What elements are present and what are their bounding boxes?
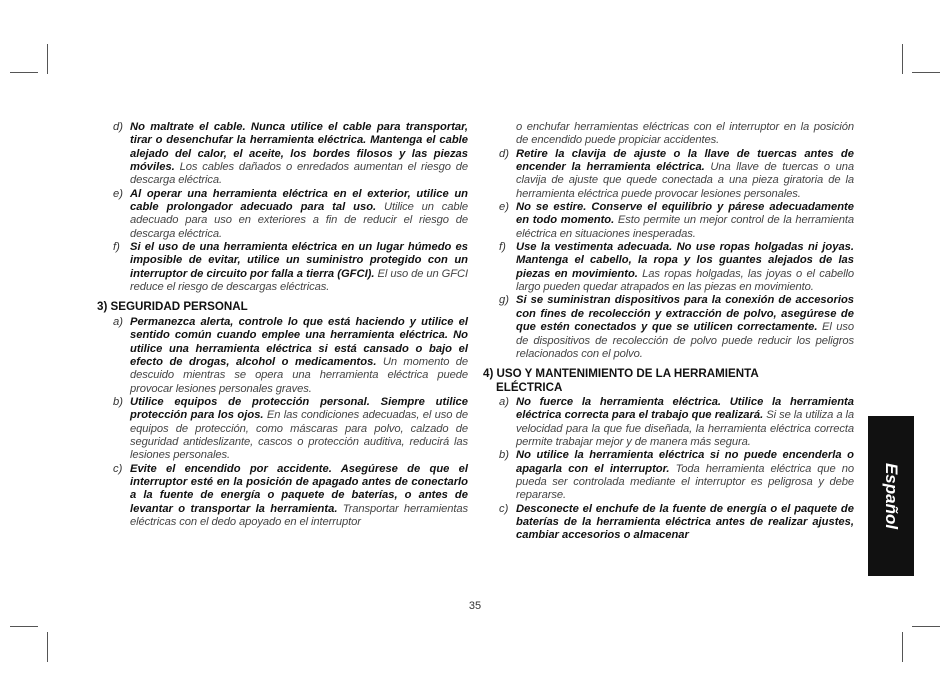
item-marker: g) [499,294,509,307]
crop-mark [47,44,48,74]
item-bold-text: Use la vestimenta adecuada. No use ropas holgadas ni joyas. Mantenga el cabello, la ropa y los guantes alejados de las piezas en movimiento. [516,241,854,280]
item-bold-text: Permanezca alerta, controle lo que está haciendo y utilice el sentido común cuando emplee una herramienta eléctrica. No utilice una herramienta eléctrica si está cansado o bajo el efecto de drogas, alcohol o medicamentos. [130,315,468,368]
continuation-text [516,121,854,148]
item-text: El uso de un GFCI reduce el riesgo de descargas eléctricas. [130,267,469,294]
item-marker: c) [113,462,123,475]
item-bold-text: Retire la clavija de ajuste o la llave de tuercas antes de encender la herramienta eléctrica. [516,147,854,174]
item-text: Transportar herramientas eléctricas con el dedo apoyado en el interruptor [130,502,469,528]
list-item [113,241,469,294]
item-marker: a) [113,315,123,328]
section-heading [483,367,854,394]
item-text: Esto permite un mejor control de la herramienta eléctrica en situaciones inesperadas. [516,214,855,240]
list-item [113,462,469,530]
crop-mark [912,626,940,627]
item-text: Si se la utiliza a la velocidad para la que fue diseñada, la herramienta eléctrica correcta permite trabajar mejor y de manera más segura. [516,409,855,448]
list-item [499,241,854,294]
right-column [483,121,855,543]
item-marker: f) [113,241,120,254]
item-text: Una llave de tuercas o una clavija de ajuste que quede conectada a una pieza giratoria de la herramienta eléctrica puede provocar lesiones personales. [516,161,854,200]
item-text: Toda herramienta eléctrica que no pueda ser controlada mediante el interruptor es peligrosa y debe repararse. [516,462,855,502]
item-bold-text: No maltrate el cable. Nunca utilice el cable para transportar, tirar o desenchufar la herramienta eléctrica. Mantenga el cable alejado del calor, el aceite, los bordes filosos y las piezas móviles. [130,121,468,174]
crop-mark [10,626,38,627]
item-text: Las ropas holgadas, las joyas o el cabello largo pueden quedar atrapados en las piezas en movimiento. [516,267,854,294]
item-text: o enchufar herramientas eléctricas con el interruptor en la posición de encendido puede propiciar accidentes. [516,121,854,147]
item-bold-text: Al operar una herramienta eléctrica en el exterior, utilice un cable prolongador adecuado para tal uso. [130,187,468,214]
list-item [499,201,855,241]
item-text: Un momento de descuido mientras se opera una herramienta eléctrica puede provocar lesiones personales graves. [130,355,468,395]
section-heading: 3) SEGURIDAD PERSONAL [97,300,248,314]
list-item [499,395,855,449]
section-heading-line1: 4) USO Y MANTENIMIENTO DE LA HERRAMIENTA [483,367,759,381]
list-item [113,315,468,396]
item-text: Utilice un cable adecuado para uso en exteriores a fin de reducir el riesgo de descarga eléctrica. [130,201,468,240]
list-item [499,502,854,543]
item-marker: e) [499,201,509,214]
item-bold-text: Utilice equipos de protección personal. Siempre utilice protección para los ojos. [130,395,468,422]
language-tab-label: Español [882,462,901,530]
crop-mark [912,72,940,73]
item-text: El uso de dispositivos de recolección de polvo puede reducir los peligros relacionados con el polvo. [516,321,854,360]
list-item [113,395,468,463]
list-item [499,449,855,502]
crop-mark [902,44,903,74]
item-bold-text: No se estire. Conserve el equilibrio y párese adecuadamente en todo momento. [516,201,854,227]
item-bold-text: No utilice la herramienta eléctrica si no puede encenderla o apagarla con el interruptor. [516,449,854,475]
item-marker: f) [499,241,506,254]
crop-mark [10,72,38,73]
crop-mark [902,632,903,662]
item-bold-text: Si se suministran dispositivos para la conexión de accesorios con fines de recolección y extracción de polvo, asegúrese de que estén conectados y que se utilicen correctamente. [516,294,854,334]
item-bold-text: Desconecte el enchufe de la fuente de energía o el paquete de baterías de la herramienta eléctrica antes de realizar ajustes, cambiar accesorios o almacenar [516,502,854,542]
item-text: En las condiciones adecuadas, el uso de equipos de protección, como máscaras para polvo, calzado de seguridad antideslizante, cascos o protección auditiva, reducirá las lesiones personales. [130,409,468,462]
item-marker: d) [499,147,509,160]
page-number: 35 [468,600,482,612]
item-marker: b) [499,449,509,462]
left-column [97,121,469,529]
item-marker: b) [113,395,123,408]
language-tab [868,416,914,576]
list-item [499,147,854,201]
item-marker: e) [113,187,123,200]
item-marker: d) [113,121,123,133]
item-bold-text: No fuerce la herramienta eléctrica. Utilice la herramienta eléctrica correcta para el trabajo que realizará. [516,395,854,422]
item-bold-text: Si el uso de una herramienta eléctrica en un lugar húmedo es imposible de evitar, utilice un suministro protegido con un interruptor de circuito por falla a tierra (GFCI). [130,241,468,280]
crop-mark [47,632,48,662]
item-marker: a) [499,395,509,408]
item-text: Los cables dañados o enredados aumentan el riesgo de descarga eléctrica. [130,161,468,187]
list-item [113,121,468,188]
item-bold-text: Evite el encendido por accidente. Asegúrese de que el interruptor esté en la posición de apagado antes de conectarlo a la fuente de energía o paquete de baterías, o antes de levantar o transportar la herramienta. [130,462,468,515]
list-item [499,294,854,361]
item-marker: c) [499,502,509,515]
list-item [113,187,468,241]
section-heading-line2: ELÉCTRICA [496,380,563,394]
